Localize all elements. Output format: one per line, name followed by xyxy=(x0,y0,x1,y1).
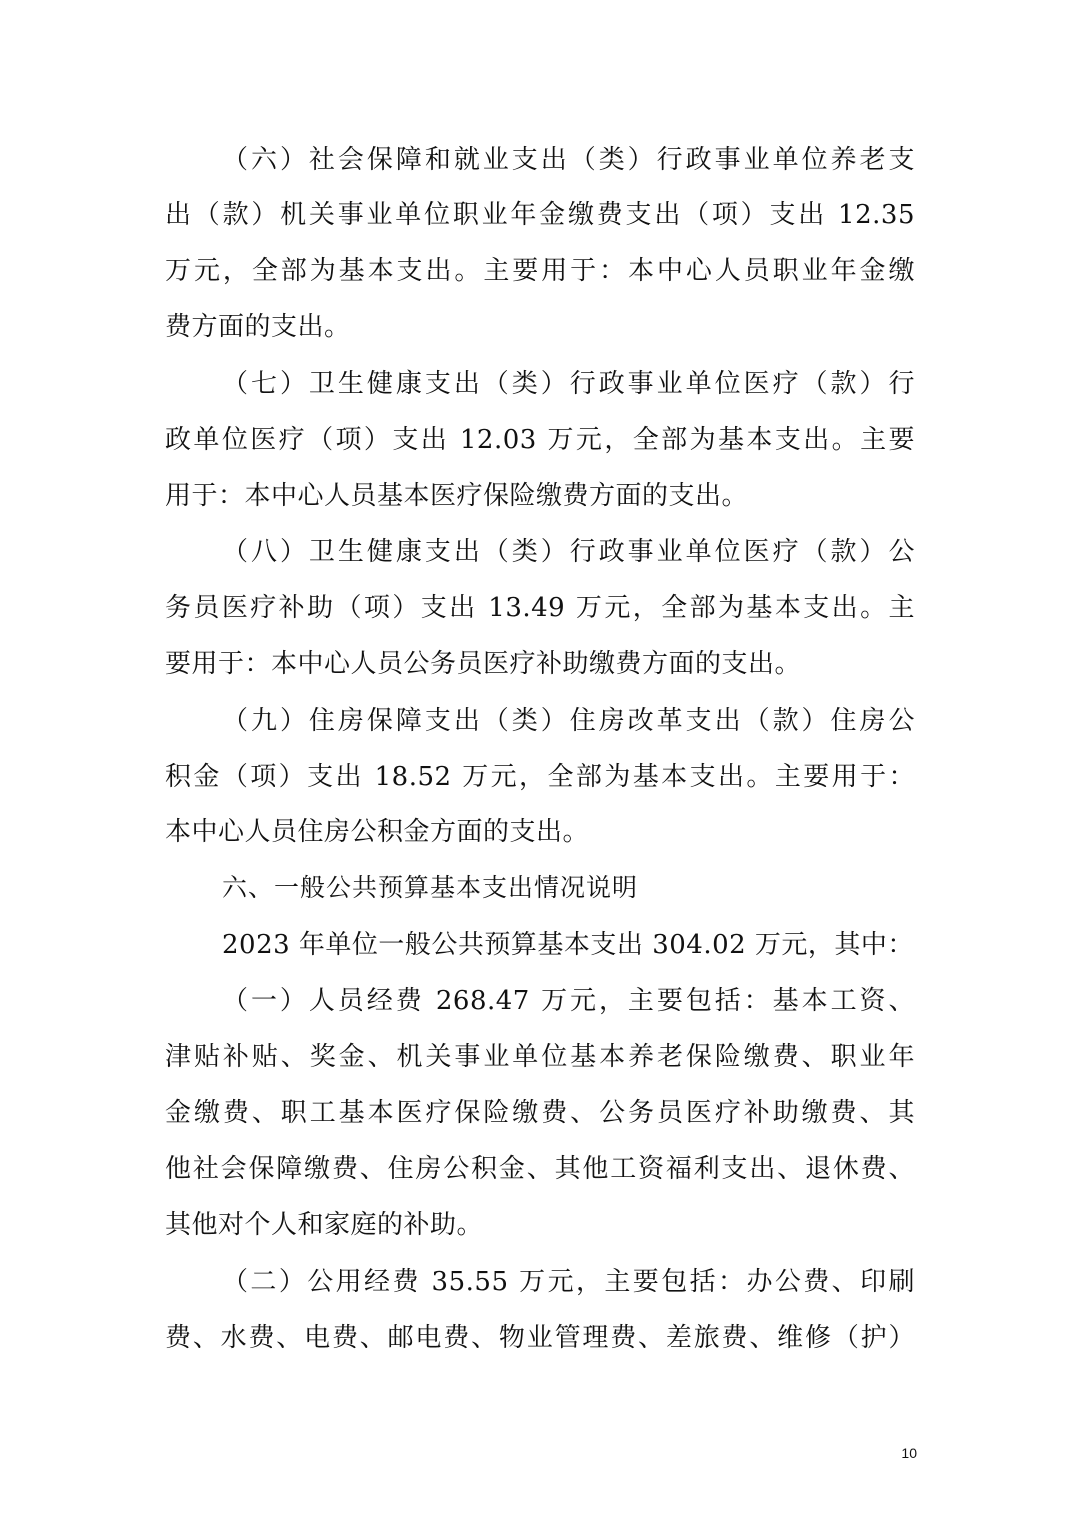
paragraph-line: 费方面的支出。 xyxy=(165,312,351,342)
paragraph-line: 2023 年单位一般公共预算基本支出 304.02 万元，其中： xyxy=(222,930,914,960)
paragraph-line: 务员医疗补助（项）支出 13.49 万元，全部为基本支出。主 xyxy=(165,593,915,623)
paragraph-line: 要用于：本中心人员公务员医疗补助缴费方面的支出。 xyxy=(165,649,802,679)
paragraph-line: （七）卫生健康支出（类）行政事业单位医疗（款）行 xyxy=(222,369,915,399)
paragraph-line: 其他对个人和家庭的补助。 xyxy=(165,1210,484,1240)
paragraph-line: 本中心人员住房公积金方面的支出。 xyxy=(165,817,590,847)
section-heading: 六、一般公共预算基本支出情况说明 xyxy=(222,873,639,902)
paragraph-line: （九）住房保障支出（类）住房改革支出（款）住房公 xyxy=(222,706,915,736)
paragraph-line: 津贴补贴、奖金、机关事业单位基本养老保险缴费、职业年 xyxy=(165,1042,915,1072)
paragraph-line: 万元，全部为基本支出。主要用于：本中心人员职业年金缴 xyxy=(165,256,915,286)
paragraph-line: （二）公用经费 35.55 万元，主要包括：办公费、印刷 xyxy=(222,1267,915,1297)
paragraph-line: 积金（项）支出 18.52 万元，全部为基本支出。主要用于： xyxy=(165,762,915,792)
paragraph-line: 出（款）机关事业单位职业年金缴费支出（项）支出 12.35 xyxy=(165,200,915,230)
paragraph-line: （八）卫生健康支出（类）行政事业单位医疗（款）公 xyxy=(222,537,915,567)
paragraph-line: 用于：本中心人员基本医疗保险缴费方面的支出。 xyxy=(165,481,749,511)
paragraph-line: （六）社会保障和就业支出（类）行政事业单位养老支 xyxy=(222,145,915,175)
paragraph-line: （一）人员经费 268.47 万元，主要包括：基本工资、 xyxy=(222,986,915,1016)
paragraph-line: 费、水费、电费、邮电费、物业管理费、差旅费、维修（护） xyxy=(165,1323,915,1353)
paragraph-line: 他社会保障缴费、住房公积金、其他工资福利支出、退休费、 xyxy=(165,1154,915,1184)
paragraph-line: 金缴费、职工基本医疗保险缴费、公务员医疗补助缴费、其 xyxy=(165,1098,915,1128)
page-number: 10 xyxy=(901,1445,917,1461)
paragraph-line: 政单位医疗（项）支出 12.03 万元，全部为基本支出。主要 xyxy=(165,425,915,455)
